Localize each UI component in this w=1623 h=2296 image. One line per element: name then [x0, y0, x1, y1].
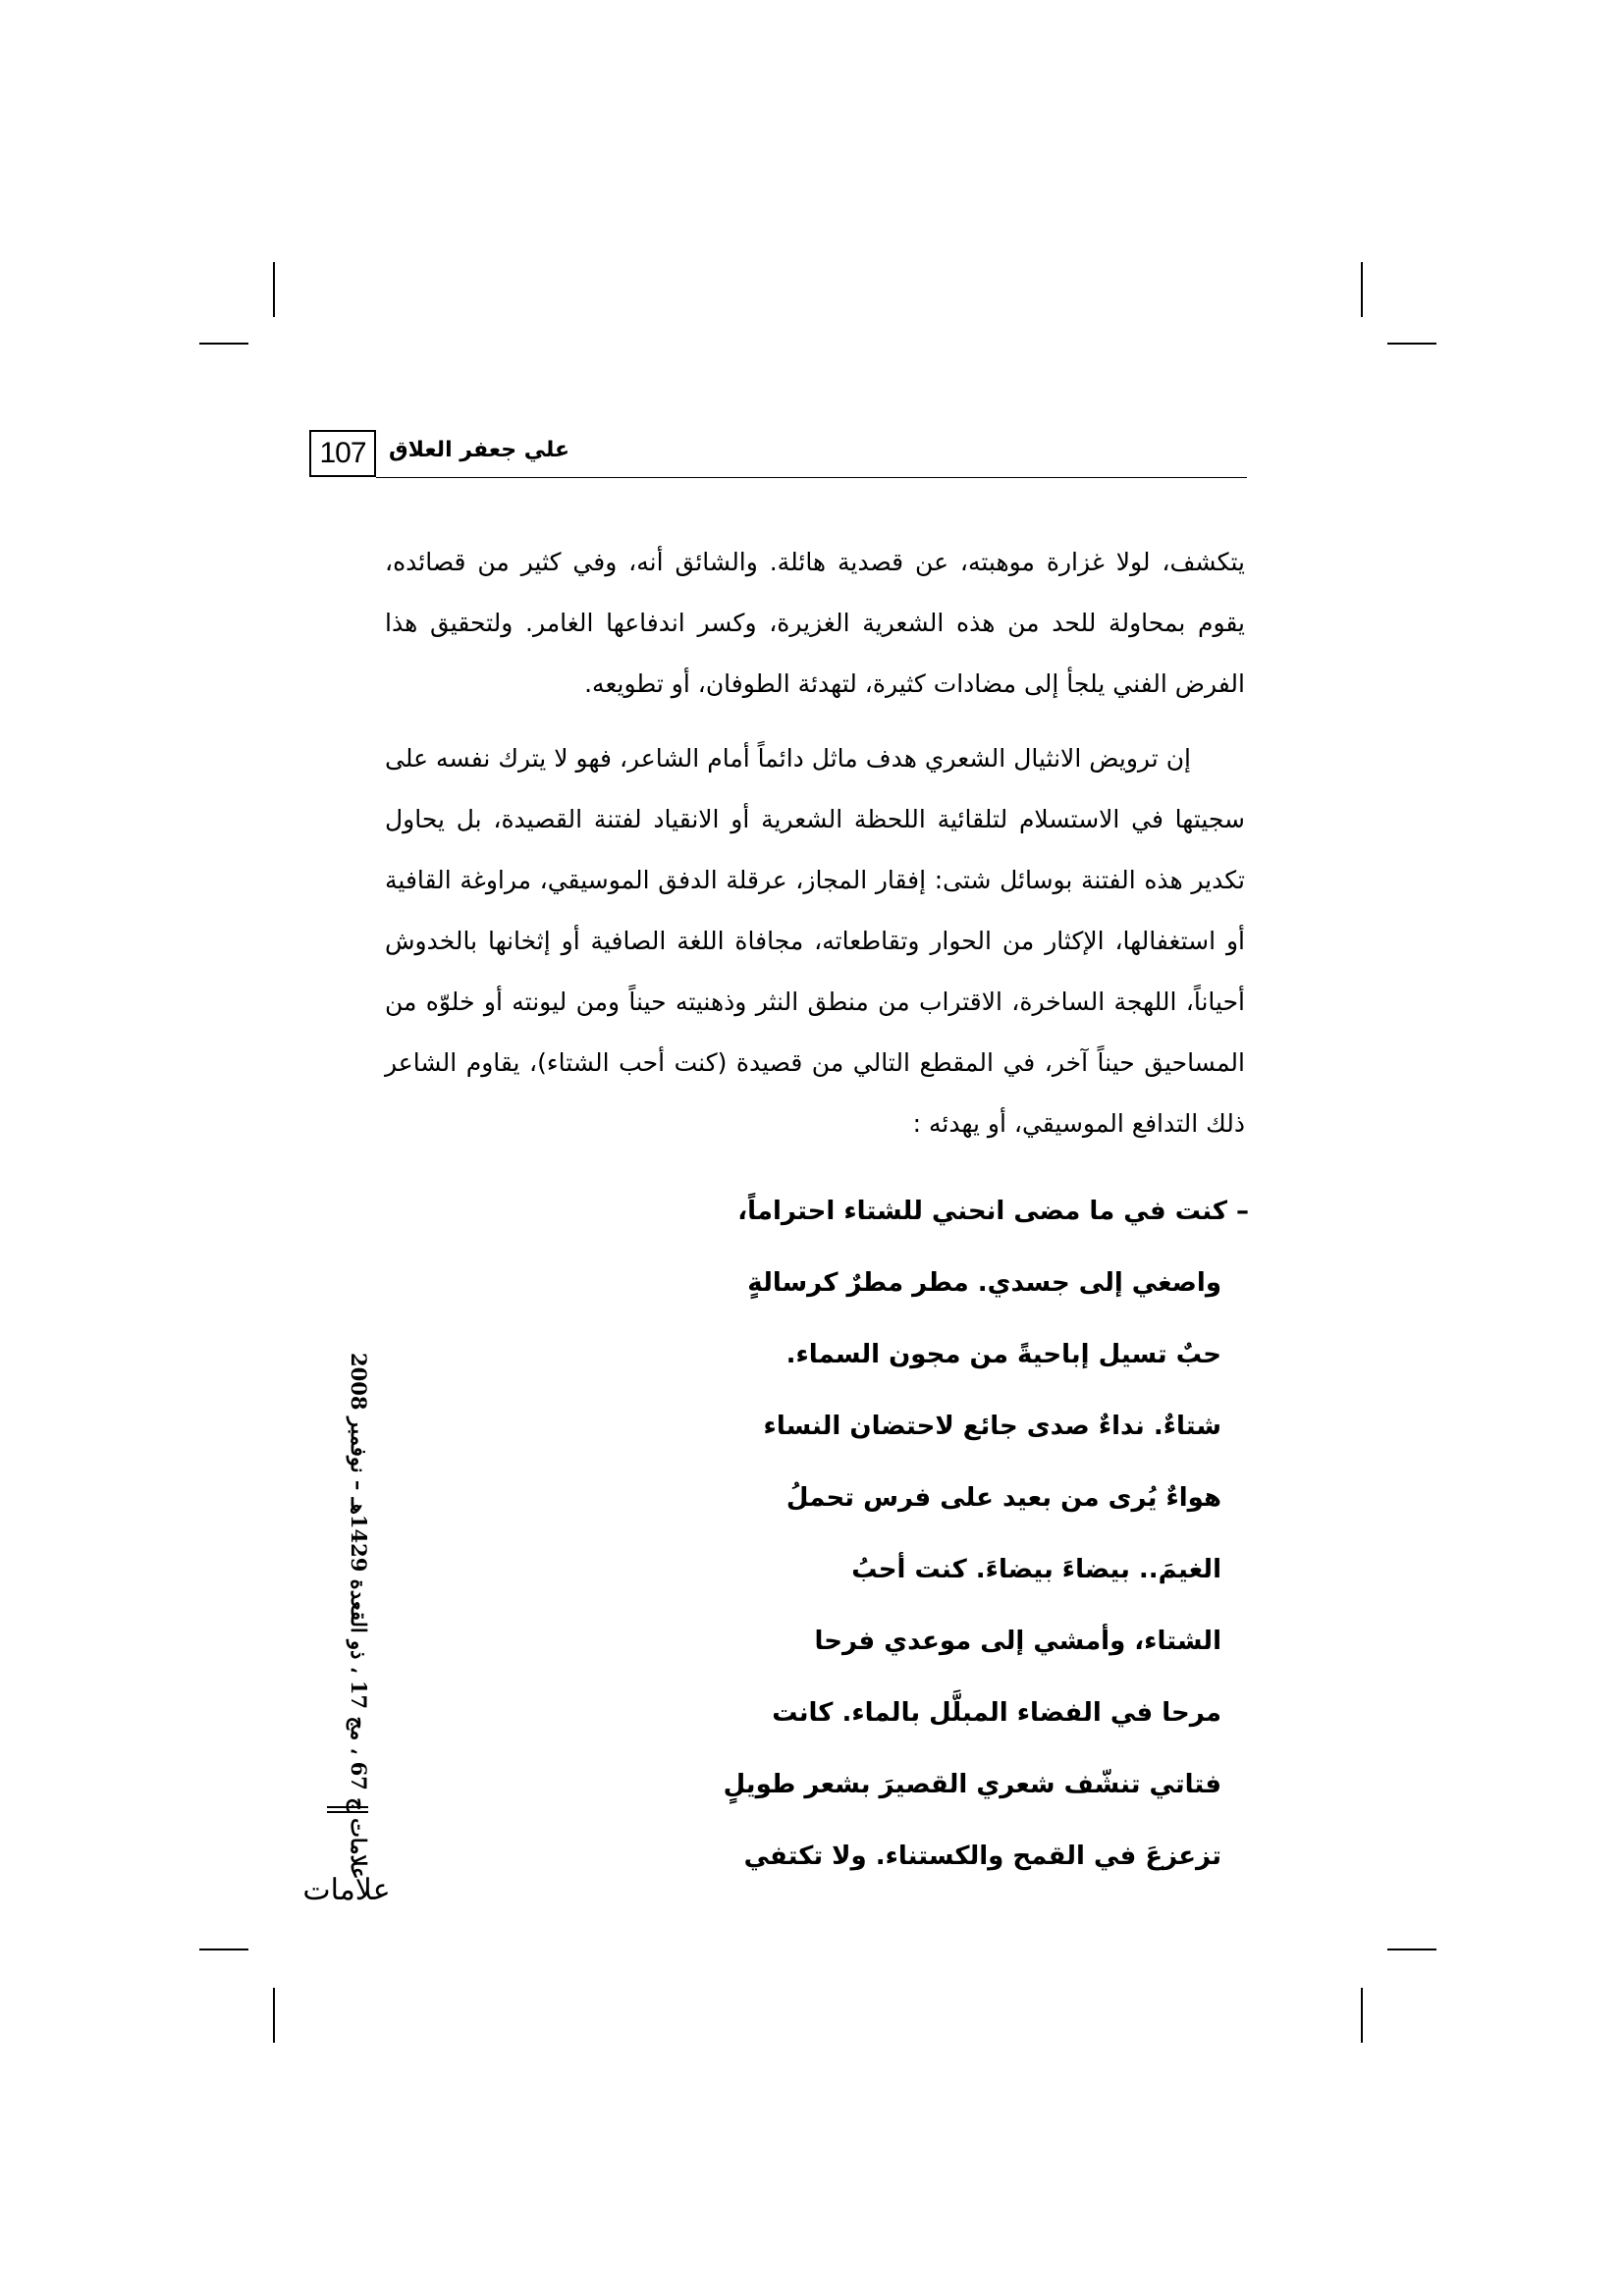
poem-line: الغيمَ.. بيضاءَ بيضاءَ. كنت أحبُ	[851, 1555, 1221, 1584]
journal-issue-info: علامات ج 67 ، مج 17 ، ذو القعدة 1429هـ – نوفمبر 2008	[347, 1353, 371, 1880]
crop-mark	[1361, 262, 1363, 317]
poem-line: تزعزعَ في القمح والكستناء. ولا تكتفي	[743, 1842, 1221, 1871]
poem-line: الشتاء، وأمشي إلى موعدي فرحا	[814, 1627, 1221, 1656]
poem-line: شتاءٌ. نداءٌ صدى جائع لاحتضان النساء	[763, 1412, 1221, 1441]
body-paragraph: يتكشف، لولا غزارة موهبته، عن قصدية هائلة. والشائق أنه، وفي كثير من قصائده، يقوم بمحاولة للحد من هذه الشعرية الغزيرة، وكسر اندفاعها الغامر. ولتحقيق هذا الفرض الفني يلجأ إلى مضادات كثيرة، لتهدئة الطوفان، أو تطويعه.	[385, 548, 1245, 698]
header-rule	[376, 477, 1247, 478]
crop-mark	[1387, 343, 1436, 345]
poem-line: مرحا في الفضاء المبلَّل بالماء. كانت	[772, 1698, 1221, 1728]
body-paragraph: إن ترويض الانثيال الشعري هدف ماثل دائماً أمام الشاعر، فهو لا يترك نفسه على سجيتها في الاستسلام لتلقائية اللحظة الشعرية أو الانقياد لفتنة القصيدة، بل يحاول تكدير هذه الفتنة بوسائل شتى: إفقار المجاز، عرقلة الدفق الموسيقي، مراوغة القافية أو استغفالها، الإكثار من الحوار وتقاطعاته، مجافاة اللغة الصافية أو إثخانها بالخدوش أحياناً، اللهجة الساخرة، الاقتراب من منطق النثر وذهنيته حيناً ومن ليونته أو خلوّه من المساحيق حيناً آخر، في المقطع التالي من قصيدة (كنت أحب الشتاء)، يقاوم الشاعر ذلك التدافع الموسيقي، أو يهدئه :	[385, 744, 1245, 1138]
crop-mark	[1361, 1988, 1363, 2043]
poem-line: – كنت في ما مضى انحني للشتاء احتراماً،	[737, 1197, 1249, 1226]
crop-mark	[273, 1988, 275, 2043]
crop-mark	[1387, 1949, 1436, 1950]
poem-line: واصغي إلى جسدي. مطر مطرٌ كرسالةٍ	[747, 1268, 1221, 1298]
crop-mark	[273, 262, 275, 317]
page-number: 107	[309, 430, 376, 477]
poem-excerpt	[511, 1176, 1249, 1893]
poem-line: هواءٌ يُرى من بعيد على فرس تحملُ	[785, 1483, 1221, 1513]
side-divider	[327, 1806, 368, 1813]
journal-logo: علامات	[302, 1872, 391, 1907]
running-header-author: علي جعفر العلاق	[389, 438, 569, 462]
crop-mark	[199, 343, 248, 345]
poem-line: حبٌ تسيل إباحيةً من مجون السماء.	[785, 1340, 1221, 1369]
article-body	[385, 532, 1245, 1154]
crop-mark	[199, 1949, 248, 1950]
poem-line: فتاتي تنشّف شعري القصيرَ بشعر طويلٍ	[723, 1770, 1221, 1799]
